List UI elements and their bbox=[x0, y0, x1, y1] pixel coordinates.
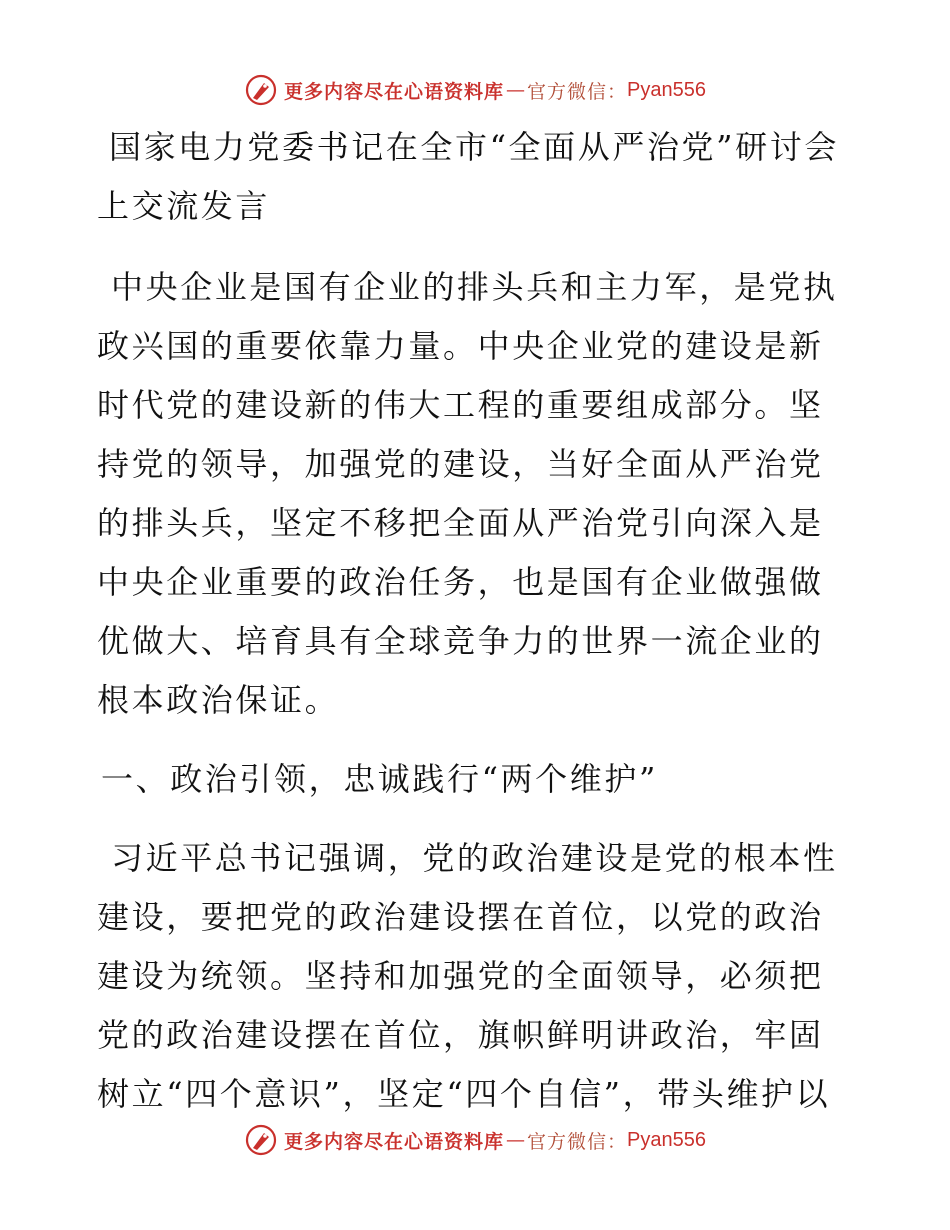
watermark-banner-bottom bbox=[0, 1120, 950, 1160]
watermark-wechat-label: 官方微信： bbox=[527, 80, 628, 103]
document-title: 国家电力党委书记在全市“全面从严治党”研讨会上交流发言 bbox=[97, 128, 839, 225]
watermark-wechat-id: Pyan556 bbox=[627, 1128, 706, 1151]
pen-nib-logo-icon bbox=[244, 73, 278, 107]
section-heading: 一、政治引领，忠诚践行“两个维护” bbox=[101, 760, 658, 798]
watermark-text: 更多内容尽在心语资料库 bbox=[284, 1130, 505, 1153]
watermark-wechat-label: 官方微信： bbox=[527, 1130, 628, 1153]
watermark-separator: — bbox=[506, 79, 526, 101]
watermark-separator: — bbox=[506, 1129, 526, 1151]
watermark-wechat-id: Pyan556 bbox=[627, 78, 706, 101]
pen-nib-logo-icon bbox=[244, 1123, 278, 1157]
document-body bbox=[97, 118, 857, 1144]
section-paragraph: 习近平总书记强调，党的政治建设是党的根本性建设，要把党的政治建设摆在首位，以党的政治建设为统领。坚持和加强党的全面领导，必须把党的政治建设摆在首位，旗帜鲜明讲政治，牢固树立“四个意识”，坚定“四个自信”，带头维护以 bbox=[97, 839, 838, 1113]
watermark-banner-top bbox=[0, 70, 950, 110]
intro-paragraph: 中央企业是国有企业的排头兵和主力军，是党执政兴国的重要依靠力量。中央企业党的建设是新时代党的建设新的伟大工程的重要组成部分。坚持党的领导，加强党的建设，当好全面从严治党的排头兵，坚定不移把全面从严治党引向深入是中央企业重要的政治任务，也是国有企业做强做优做大、培育具有全球竞争力的世界一流企业的根本政治保证。 bbox=[97, 268, 838, 719]
watermark-text: 更多内容尽在心语资料库 bbox=[284, 80, 505, 103]
